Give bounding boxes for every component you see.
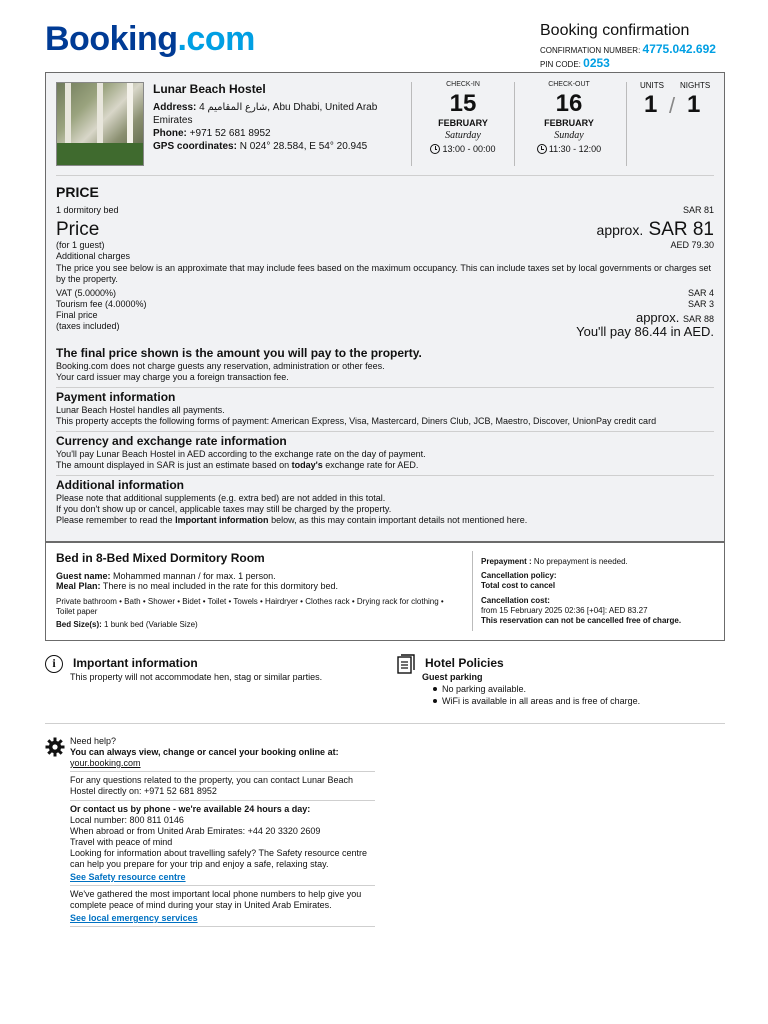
meal-plan-value: There is no meal included in the rate for this dormitory bed. xyxy=(102,581,338,591)
hotel-policies-heading: Hotel Policies xyxy=(425,656,504,670)
local-number: Local number: 800 811 0146 xyxy=(70,815,184,825)
divider xyxy=(70,885,375,886)
phone-label: Phone: xyxy=(153,128,187,139)
hotel-name: Lunar Beach Hostel xyxy=(153,82,266,96)
help-section xyxy=(70,736,375,927)
additional-info-line3-end: below, as this may contain important details not mentioned here. xyxy=(268,515,528,525)
logo-dot-text: .com xyxy=(177,20,255,58)
additional-charges-label: Additional charges xyxy=(56,251,131,261)
pin-code-label: PIN CODE: xyxy=(540,60,581,69)
bed-size-value: 1 bunk bed (Variable Size) xyxy=(104,620,198,629)
room-details-box xyxy=(45,542,725,641)
check-in-month: FEBRUARY xyxy=(438,118,488,128)
important-info-heading: Important information xyxy=(73,656,198,670)
price-disclaimer: The price you see below is an approximate that may include fees based on the maximum occupancy. This can include taxes set by local governments or charges set by the property. xyxy=(56,263,712,284)
price-heading: PRICE xyxy=(56,184,99,200)
pin-code-line xyxy=(540,56,716,70)
vat-value: SAR 4 xyxy=(687,288,714,298)
need-help-label: Need help? xyxy=(70,736,117,746)
units-value: 1 xyxy=(644,91,658,118)
confirmation-number-line xyxy=(540,42,716,56)
contact-property-text: For any questions related to the property, you can contact Lunar Beach Hostel directly on: +971 52 681 8952 xyxy=(70,775,354,796)
check-in-column xyxy=(412,81,514,154)
info-icon: i xyxy=(45,655,63,673)
phone-value: +971 52 681 8952 xyxy=(189,128,271,139)
cancellation-policy xyxy=(481,571,557,591)
booking-logo xyxy=(45,20,255,59)
hotel-phone xyxy=(153,127,403,140)
room-title: Bed in 8-Bed Mixed Dormitory Room xyxy=(56,551,265,565)
price-total xyxy=(597,219,714,241)
check-in-time-text: 13:00 - 00:00 xyxy=(442,144,496,154)
check-in-weekday: Saturday xyxy=(445,130,481,141)
hotel-details xyxy=(153,101,403,153)
currency-line1: You'll pay Lunar Beach Hostel in AED according to the exchange rate on the day of payment. xyxy=(56,449,426,459)
additional-info-line3 xyxy=(56,515,527,526)
cancellation-policy-label: Cancellation policy: xyxy=(481,571,557,580)
bed-size-label: Bed Size(s): xyxy=(56,620,102,629)
check-in-day: 15 xyxy=(449,90,477,117)
approx-label: approx. xyxy=(596,222,644,238)
payment-methods: This property accepts the following forms of payment: American Express, Visa, Mastercard, Diners Club, JCB, Maestro, Discover, UnionPay credit card xyxy=(56,416,657,426)
booking-summary-box xyxy=(45,72,725,542)
meal-plan xyxy=(56,581,338,591)
manage-booking-text: You can always view, change or cancel your booking online at: xyxy=(70,747,339,757)
check-out-month: FEBRUARY xyxy=(544,118,594,128)
divider xyxy=(45,723,725,724)
currency-line2-text: The amount displayed in SAR is just an estimate based on xyxy=(56,460,292,470)
guest-name xyxy=(56,571,276,581)
final-notice-line1: Booking.com does not charge guests any reservation, administration or other fees. xyxy=(56,361,385,371)
vat-label: VAT (5.0000%) xyxy=(56,288,117,298)
final-price xyxy=(636,310,714,325)
check-out-time-text: 11:30 - 12:00 xyxy=(548,144,602,154)
price-label: Price xyxy=(56,219,100,240)
emergency-services-link[interactable]: See local emergency services xyxy=(70,913,198,923)
address-value: 4 شارع المقاميم, Abu Dhabi, United Arab Emirates xyxy=(153,102,378,126)
nights-label: NIGHTS xyxy=(680,81,711,90)
cancellation-cost-label: Cancellation cost: xyxy=(481,596,550,605)
price-aed: AED 79.30 xyxy=(670,240,714,250)
bed-price: SAR 81 xyxy=(682,205,714,215)
divider xyxy=(626,82,627,166)
final-price-label: Final price xyxy=(56,310,98,320)
cancellation-cost xyxy=(481,596,681,626)
final-approx: approx. xyxy=(635,310,680,325)
policy-item: WiFi is available in all areas and is free of charge. xyxy=(430,695,640,707)
prepayment xyxy=(481,557,628,567)
final-price-sublabel: (taxes included) xyxy=(56,321,120,331)
nights-value: 1 xyxy=(687,91,701,118)
confirmation-number: 4775.042.692 xyxy=(642,42,716,56)
check-in-time xyxy=(412,144,514,154)
additional-info-line2: If you don't show up or cancel, applicable taxes may still be charged by the property. xyxy=(56,504,392,514)
guest-count: (for 1 guest) xyxy=(56,240,105,250)
bed-count: 1 dormitory bed xyxy=(56,205,119,215)
currency-line2 xyxy=(56,460,418,471)
units-slash: / xyxy=(669,93,676,118)
currency-heading: Currency and exchange rate information xyxy=(56,434,287,448)
clock-icon xyxy=(537,144,547,154)
travel-heading: Travel with peace of mind xyxy=(70,837,173,847)
address-label: Address: xyxy=(153,102,197,113)
gear-icon xyxy=(45,737,65,757)
additional-info-heading: Additional information xyxy=(56,478,184,492)
final-price-notice-heading: The final price shown is the amount you will pay to the property. xyxy=(56,346,422,360)
safety-text: Looking for information about travelling safely? The Safety resource centre can help you prepare for your trip and enjoy a safe, relaxing stay. xyxy=(70,848,367,869)
divider xyxy=(70,771,375,772)
guest-parking-label: Guest parking xyxy=(422,672,483,682)
manage-booking-link[interactable]: your.booking.com xyxy=(70,758,141,768)
check-out-day: 16 xyxy=(555,90,583,117)
pin-code: 0253 xyxy=(583,56,610,70)
divider xyxy=(56,431,714,432)
guest-name-label: Guest name: xyxy=(56,571,111,581)
units-label: UNITS xyxy=(640,81,664,90)
divider xyxy=(70,800,375,801)
divider xyxy=(56,387,714,388)
contact-phone-heading: Or contact us by phone - we're available 24 hours a day: xyxy=(70,804,311,814)
important-info-text: This property will not accommodate hen, stag or similar parties. xyxy=(70,672,323,682)
document-icon xyxy=(397,654,415,674)
tourism-fee-value: SAR 3 xyxy=(687,299,714,309)
currency-today: today's xyxy=(291,460,323,470)
currency-line2-end: exchange rate for AED. xyxy=(322,460,419,470)
hotel-gps xyxy=(153,140,403,153)
cancellation-note: This reservation can not be cancelled free of charge. xyxy=(481,616,682,625)
check-out-weekday: Sunday xyxy=(554,130,584,141)
logo-main-text: Booking xyxy=(45,20,178,58)
divider xyxy=(56,175,714,176)
meal-plan-label: Meal Plan: xyxy=(56,581,101,591)
divider xyxy=(70,926,375,927)
prepayment-label: Prepayment : xyxy=(481,557,532,566)
price-value: SAR 81 xyxy=(648,219,714,240)
clock-icon xyxy=(430,144,440,154)
gps-label: GPS coordinates: xyxy=(153,141,237,152)
check-in-label: CHECK-IN xyxy=(446,81,480,88)
guest-name-value: Mohammed mannan / for max. 1 person. xyxy=(113,571,276,581)
hotel-address xyxy=(153,101,403,127)
policy-item: No parking available. xyxy=(430,683,640,695)
gps-value: N 024° 28.584, E 54° 20.945 xyxy=(239,141,368,152)
additional-info-line1: Please note that additional supplements (e.g. extra bed) are not added in this total. xyxy=(56,493,386,503)
important-info-ref: Important information xyxy=(175,515,269,525)
confirmation-title: Booking confirmation xyxy=(540,22,690,39)
payment-heading: Payment information xyxy=(56,390,176,404)
payment-line1: Lunar Beach Hostel handles all payments. xyxy=(56,405,225,415)
final-price-value: SAR 88 xyxy=(682,314,714,324)
final-notice-line2: Your card issuer may charge you a foreign transaction fee. xyxy=(56,372,289,382)
pay-in-aed: You'll pay 86.44 in AED. xyxy=(576,324,714,339)
bed-size xyxy=(56,620,198,630)
divider xyxy=(56,475,714,476)
additional-info-line3-text: Please remember to read the xyxy=(56,515,176,525)
safety-resource-link[interactable]: See Safety resource centre xyxy=(70,872,186,882)
check-out-time xyxy=(515,144,623,154)
abroad-number: When abroad or from United Arab Emirates: +44 20 3320 2609 xyxy=(70,826,321,836)
policies-list xyxy=(430,683,640,707)
check-out-column xyxy=(515,81,623,154)
divider xyxy=(472,551,473,631)
check-out-label: CHECK-OUT xyxy=(548,81,590,88)
cancellation-cost-value: from 15 February 2025 02:36 [+04]: AED 83.27 xyxy=(481,606,648,615)
hotel-photo xyxy=(56,82,144,166)
room-amenities: Private bathroom • Bath • Shower • Bidet • Toilet • Towels • Hairdryer • Clothes rack • Drying rack for clothing • Toilet paper xyxy=(56,597,444,616)
tourism-fee-label: Tourism fee (4.0000%) xyxy=(56,299,147,309)
cancellation-policy-value: Total cost to cancel xyxy=(481,581,556,590)
confirmation-number-label: CONFIRMATION NUMBER: xyxy=(540,46,641,55)
confirmation-block xyxy=(540,22,716,70)
prepayment-value: No prepayment is needed. xyxy=(533,557,628,566)
emergency-text: We've gathered the most important local phone numbers to help give you complete peace of mind during your stay in United Arab Emirates. xyxy=(70,889,362,910)
